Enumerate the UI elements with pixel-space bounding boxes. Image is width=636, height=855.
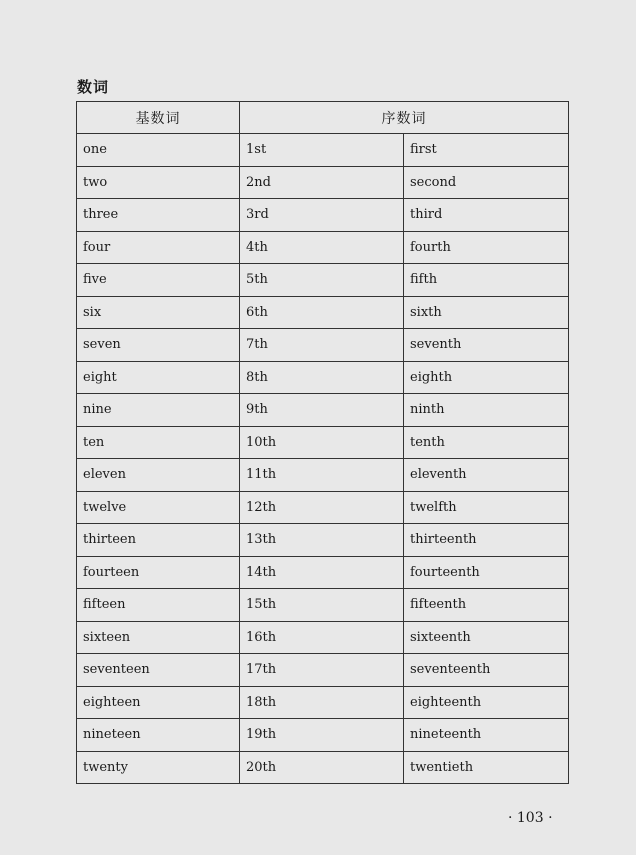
cell-ordinal-abbr: 1st — [240, 134, 404, 167]
table-row — [77, 231, 569, 264]
cell-ordinal-abbr: 7th — [240, 329, 404, 362]
cell-cardinal: nineteen — [77, 719, 240, 752]
cell-ordinal-abbr: 15th — [240, 589, 404, 622]
cell-ordinal-word: first — [404, 134, 569, 167]
table-row — [77, 589, 569, 622]
header-cardinal: 基数词 — [77, 102, 240, 134]
cell-cardinal: two — [77, 166, 240, 199]
cell-ordinal-word: fourth — [404, 231, 569, 264]
table-header-row — [77, 102, 569, 134]
cell-cardinal: one — [77, 134, 240, 167]
cell-ordinal-word: fourteenth — [404, 556, 569, 589]
table-row — [77, 134, 569, 167]
cell-ordinal-word: sixth — [404, 296, 569, 329]
cell-cardinal: five — [77, 264, 240, 297]
cell-ordinal-abbr: 13th — [240, 524, 404, 557]
cell-cardinal: seventeen — [77, 654, 240, 687]
cell-ordinal-abbr: 16th — [240, 621, 404, 654]
cell-ordinal-abbr: 5th — [240, 264, 404, 297]
cell-ordinal-abbr: 10th — [240, 426, 404, 459]
cell-ordinal-abbr: 9th — [240, 394, 404, 427]
cell-cardinal: eleven — [77, 459, 240, 492]
cell-ordinal-abbr: 4th — [240, 231, 404, 264]
numerals-table — [76, 101, 569, 784]
cell-cardinal: three — [77, 199, 240, 232]
cell-ordinal-word: eighth — [404, 361, 569, 394]
table-body — [77, 134, 569, 784]
table-row — [77, 751, 569, 784]
cell-ordinal-abbr: 12th — [240, 491, 404, 524]
cell-ordinal-abbr: 19th — [240, 719, 404, 752]
cell-ordinal-abbr: 20th — [240, 751, 404, 784]
cell-cardinal: twenty — [77, 751, 240, 784]
cell-cardinal: six — [77, 296, 240, 329]
cell-ordinal-abbr: 3rd — [240, 199, 404, 232]
table-row — [77, 426, 569, 459]
section-title: 数词 — [77, 78, 110, 96]
cell-ordinal-word: eleventh — [404, 459, 569, 492]
cell-ordinal-word: ninth — [404, 394, 569, 427]
cell-cardinal: fifteen — [77, 589, 240, 622]
cell-ordinal-abbr: 11th — [240, 459, 404, 492]
table-row — [77, 166, 569, 199]
table-row — [77, 556, 569, 589]
cell-ordinal-word: tenth — [404, 426, 569, 459]
cell-ordinal-word: fifteenth — [404, 589, 569, 622]
cell-ordinal-word: seventeenth — [404, 654, 569, 687]
table-row — [77, 621, 569, 654]
cell-ordinal-word: thirteenth — [404, 524, 569, 557]
table-row — [77, 491, 569, 524]
cell-cardinal: thirteen — [77, 524, 240, 557]
cell-ordinal-word: sixteenth — [404, 621, 569, 654]
cell-ordinal-abbr: 18th — [240, 686, 404, 719]
cell-ordinal-word: twentieth — [404, 751, 569, 784]
table-row — [77, 686, 569, 719]
cell-ordinal-word: fifth — [404, 264, 569, 297]
table-row — [77, 394, 569, 427]
cell-cardinal: seven — [77, 329, 240, 362]
cell-cardinal: fourteen — [77, 556, 240, 589]
cell-cardinal: eight — [77, 361, 240, 394]
cell-cardinal: ten — [77, 426, 240, 459]
cell-ordinal-word: seventh — [404, 329, 569, 362]
table-row — [77, 361, 569, 394]
table-row — [77, 329, 569, 362]
table-row — [77, 524, 569, 557]
cell-ordinal-abbr: 2nd — [240, 166, 404, 199]
cell-ordinal-abbr: 17th — [240, 654, 404, 687]
header-ordinal: 序数词 — [240, 102, 569, 134]
table-row — [77, 296, 569, 329]
cell-ordinal-abbr: 14th — [240, 556, 404, 589]
cell-cardinal: four — [77, 231, 240, 264]
page-number: · 103 · — [508, 810, 553, 826]
cell-cardinal: sixteen — [77, 621, 240, 654]
table-row — [77, 199, 569, 232]
cell-ordinal-word: eighteenth — [404, 686, 569, 719]
cell-cardinal: twelve — [77, 491, 240, 524]
cell-ordinal-word: second — [404, 166, 569, 199]
cell-ordinal-word: twelfth — [404, 491, 569, 524]
cell-ordinal-word: nineteenth — [404, 719, 569, 752]
table-row — [77, 719, 569, 752]
cell-cardinal: nine — [77, 394, 240, 427]
table-row — [77, 264, 569, 297]
cell-ordinal-word: third — [404, 199, 569, 232]
table-row — [77, 459, 569, 492]
cell-ordinal-abbr: 6th — [240, 296, 404, 329]
cell-ordinal-abbr: 8th — [240, 361, 404, 394]
cell-cardinal: eighteen — [77, 686, 240, 719]
table-row — [77, 654, 569, 687]
